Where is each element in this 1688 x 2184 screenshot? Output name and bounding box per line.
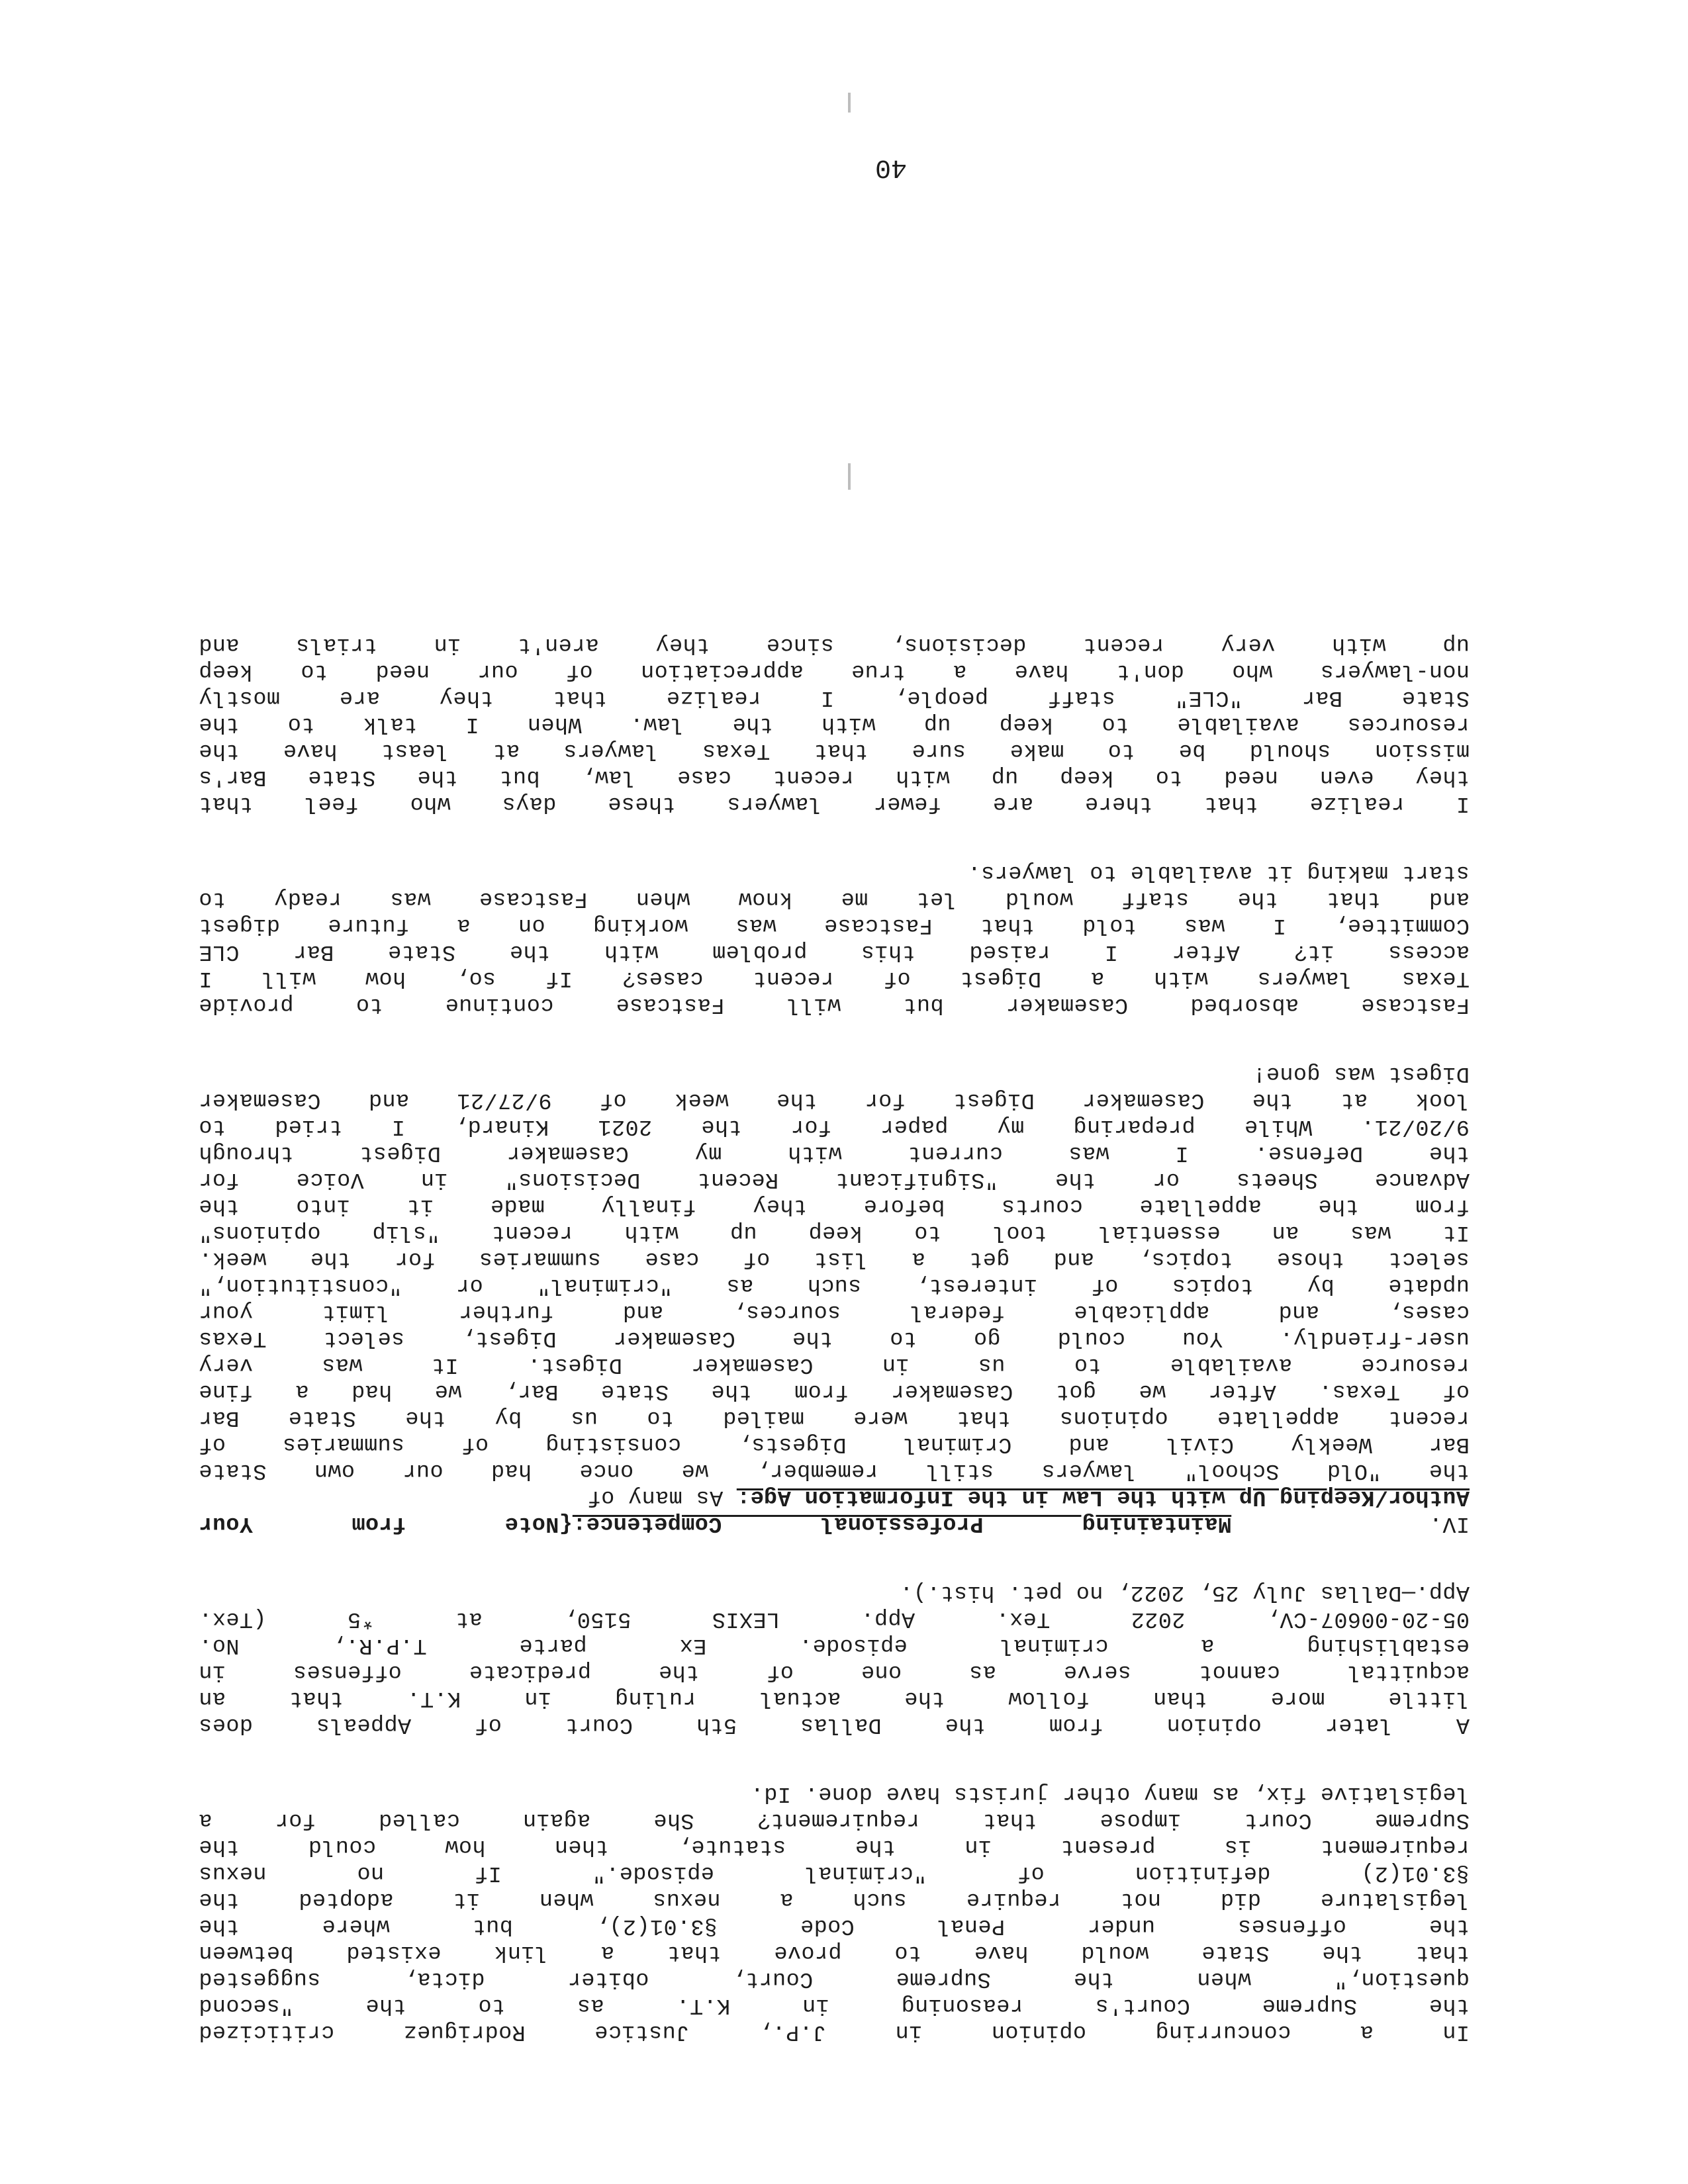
text-line: §3.01(2) definition of "criminal episode." If no nexus bbox=[199, 1860, 1470, 1886]
section-number: IV. bbox=[1231, 1511, 1470, 1536]
text-line: establishing a criminal episode. Ex parte T.P.R., No. bbox=[199, 1633, 1470, 1658]
section-heading-note: {Note from Your bbox=[199, 1511, 573, 1536]
text-line: 05-20-00607-CV, 2022 Tex. App. LEXIS 5150, at *5 (Tex. bbox=[199, 1606, 1470, 1631]
text-line: user-friendly. You could go to the Casemaker Digest, select Texas bbox=[199, 1326, 1470, 1351]
scan-artifact bbox=[848, 463, 851, 490]
text-line: Fastcase absorbed Casemaker but will Fastcase continue to provide bbox=[199, 992, 1470, 1017]
text-line: look at the Casemaker Digest for the week of 9/27/21 and Casemaker bbox=[199, 1087, 1470, 1113]
section-heading-title: Maintaining Professional Competence: bbox=[572, 1511, 1232, 1536]
section-heading-subtitle: Author/Keeping Up with the Law in the Information Age: bbox=[736, 1484, 1470, 1510]
text-line: Advance Sheets or the "Significant Recent Decisions" in Voice for bbox=[199, 1167, 1470, 1192]
paragraph-fastcase bbox=[199, 859, 1470, 1018]
text-line: access it? After I raised this problem with the State Bar CLE bbox=[199, 939, 1470, 964]
text-line: I realize that there are fewer lawyers these days who feel that bbox=[199, 791, 1470, 816]
paragraph-state-bar-mission bbox=[199, 631, 1470, 817]
section-heading bbox=[199, 1510, 1470, 1537]
text-line: Texas lawyers with a Digest of recent cases? If so, how will I bbox=[199, 966, 1470, 991]
text-line: cases, and applicable federal sources, and further limit your bbox=[199, 1299, 1470, 1324]
text-line: the Supreme Court's reasoning in K.T. as to the "second bbox=[199, 1993, 1470, 2018]
text-line: In a concurring opinion in J.P., Justice Rodriguez criticized bbox=[199, 2019, 1470, 2044]
paragraph-dallas-opinion bbox=[199, 1579, 1470, 1738]
text-line: up with very recent decisions, since they aren't in trials and bbox=[199, 632, 1470, 657]
text-line: Committee, I was told that Fastcase was working on a future digest bbox=[199, 913, 1470, 938]
text-line: It was an essential tool to keep up with recent "slip opinions" bbox=[199, 1220, 1470, 1245]
page-number: 40 bbox=[874, 152, 907, 182]
text-line: State Bar "CLE" staff people, I realize that they are mostly bbox=[199, 685, 1470, 710]
text-line: Digest was gone! bbox=[1252, 1061, 1470, 1086]
text-line: resource available to us in Casemaker Digest. It was very bbox=[199, 1352, 1470, 1377]
text-line: legislature did not require such a nexus when it adopted the bbox=[199, 1887, 1470, 1912]
text-line: resources available to keep up with the law. When I talk to the bbox=[199, 711, 1470, 737]
section-heading-line2 bbox=[199, 1484, 1470, 1510]
text-line: the Defense. I was current with my Casemaker Digest through bbox=[199, 1140, 1470, 1165]
text-line: update by topics of interest, such as "criminal" or "constitution," bbox=[199, 1273, 1470, 1298]
text-line: the offenses under Penal Code §3.01(2), but where the bbox=[199, 1913, 1470, 1938]
text-line: they even need to keep up with recent case law, but the State Bar's bbox=[199, 764, 1470, 790]
text-line: A later opinion from the Dallas 5th Court of Appeals does bbox=[199, 1712, 1470, 1737]
paragraph-concurring-opinion bbox=[199, 1780, 1470, 2045]
text-line: question," when the Supreme Court, obiter dicta, suggested bbox=[199, 1966, 1470, 1991]
text-line: the "Old School" lawyers still remember, we once had our own State bbox=[199, 1458, 1470, 1483]
text-line: acquittal cannot serve as one of the predicate offenses in bbox=[199, 1659, 1470, 1684]
text-fragment: As many of bbox=[587, 1484, 737, 1510]
text-line: Bar Weekly Civil and Criminal Digests, consisting of summaries of bbox=[199, 1432, 1470, 1457]
text-line: little more than follow the actual ruling in K.T. that an bbox=[199, 1686, 1470, 1711]
text-line: Supreme Court impose that requirement? She again called for a bbox=[199, 1807, 1470, 1833]
page-body bbox=[199, 589, 1470, 2045]
text-line: requirement is present in the statute, then how could the bbox=[199, 1834, 1470, 1859]
text-line: 9/20/21. While preparing my paper for the 2021 Kinard, I tried to bbox=[199, 1114, 1470, 1139]
text-line: recent appellate opinions that were mailed to us by the State Bar bbox=[199, 1405, 1470, 1430]
text-line: select those topics, and get a list of case summaries for the week. bbox=[199, 1246, 1470, 1271]
scan-artifact bbox=[848, 93, 851, 113]
text-line: from the appellate courts before they finally made it into the bbox=[199, 1193, 1470, 1218]
text-line: mission should be to make sure that Texas lawyers at least have the bbox=[199, 738, 1470, 763]
text-line: non-lawyers who don't have a true appreciation of our need to keep bbox=[199, 659, 1470, 684]
text-line: and that the staff would let me know when Fastcase was ready to bbox=[199, 886, 1470, 911]
text-line: start making it available to lawyers. bbox=[967, 860, 1470, 885]
text-line: App.—Dallas July 25, 2022, no pet. hist.). bbox=[899, 1580, 1470, 1605]
text-line: that the State would have to prove that a link existed between bbox=[199, 1940, 1470, 1965]
text-line: of Texas. After we got Casemaker from the State Bar, we had a fine bbox=[199, 1379, 1470, 1404]
section-iv-professional-competence bbox=[199, 1060, 1470, 1537]
text-line: legislative fix, as many other jurists have done. Id. bbox=[750, 1781, 1470, 1806]
